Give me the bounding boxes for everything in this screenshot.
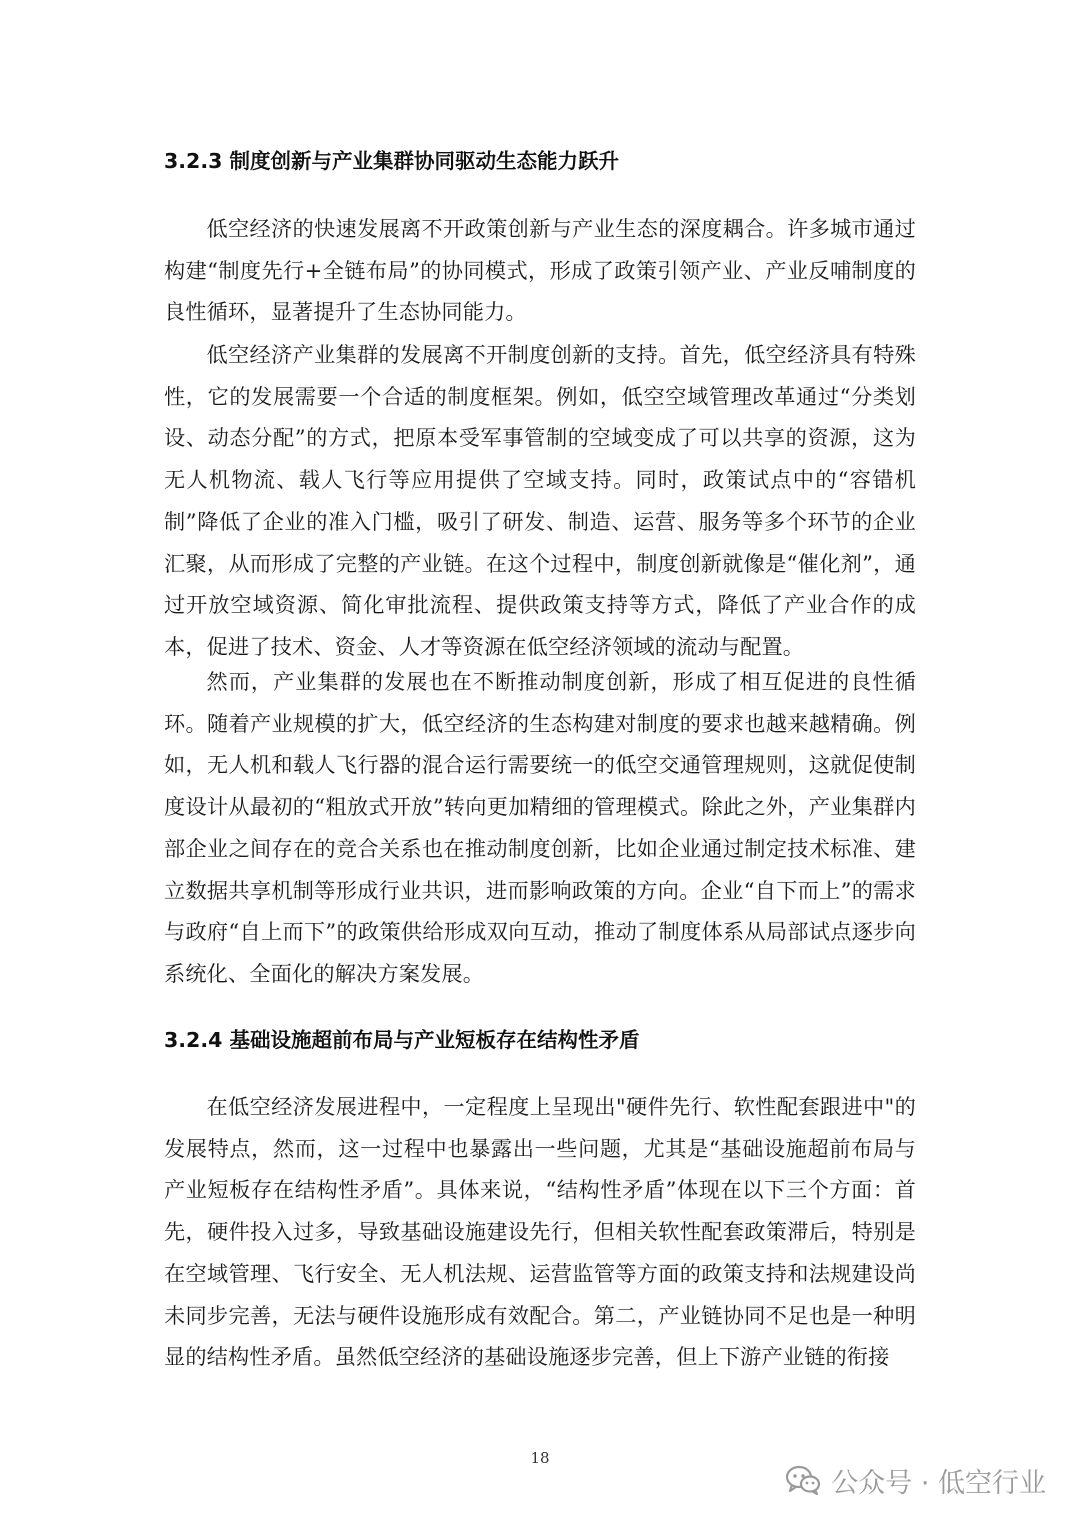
wechat-icon bbox=[785, 1465, 821, 1495]
page-number: 18 bbox=[530, 1449, 550, 1467]
paragraph-4: 在低空经济发展进程中，一定程度上呈现出"硬件先行、软性配套跟进中"的发展特点，然而，这一过程中也暴露出一些问题，尤其是“基础设施超前布局与产业短板存在结构性矛盾”。具体来说，“结构性矛盾”体现在以下三个方面：首先，硬件投入过多，导致基础设施建设先行，但相关软性配套政策滞后，特别是在空域管理、飞行安全、无人机法规、运营监管等方面的政策支持和法规建设尚未同步完善，无法与硬件设施形成有效配合。第二，产业链协同不足也是一种明显的结构性矛盾。虽然低空经济的基础设施逐步完善，但上下游产业链的衔接 bbox=[164, 1094, 916, 1370]
section-heading-3-2-4: 3.2.4 基础设施超前布局与产业短板存在结构性矛盾 bbox=[164, 1028, 640, 1052]
watermark bbox=[785, 1460, 1046, 1500]
paragraph-2: 低空经济产业集群的发展离不开制度创新的支持。首先，低空经济具有特殊性，它的发展需要一个合适的制度框架。例如，低空空域管理改革通过“分类划设、动态分配”的方式，把原本受军事管制的空域变成了可以共享的资源，这为无人机物流、载人飞行等应用提供了空域支持。同时，政策试点中的“容错机制”降低了企业的准入门槛，吸引了研发、制造、运营、服务等多个环节的企业汇聚，从而形成了完整的产业链。在这个过程中，制度创新就像是“催化剂”，通过开放空域资源、简化审批流程、提供政策支持等方式，降低了产业合作的成本，促进了技术、资金、人才等资源在低空经济领域的流动与配置。 bbox=[164, 342, 916, 659]
watermark-text: 公众号 · 低空行业 bbox=[831, 1467, 1046, 1499]
paragraph-3: 然而，产业集群的发展也在不断推动制度创新，形成了相互促进的良性循环。随着产业规模的扩大，低空经济的生态构建对制度的要求也越来越精确。例如，无人机和载人飞行器的混合运行需要统一的低空交通管理规则，这就促使制度设计从最初的“粗放式开放”转向更加精细的管理模式。除此之外，产业集群内部企业之间存在的竞合关系也在推动制度创新，比如企业通过制定技术标准、建立数据共享机制等形成行业共识，进而影响政策的方向。企业“自下而上”的需求与政府“自上而下”的政策供给形成双向互动，推动了制度体系从局部试点逐步向系统化、全面化的解决方案发展。 bbox=[164, 669, 916, 986]
section-heading-3-2-3: 3.2.3 制度创新与产业集群协同驱动生态能力跃升 bbox=[164, 149, 620, 173]
paragraph-1: 低空经济的快速发展离不开政策创新与产业生态的深度耦合。许多城市通过构建“制度先行+全链布局”的协同模式，形成了政策引领产业、产业反哺制度的良性循环，显著提升了生态协同能力。 bbox=[164, 216, 916, 325]
